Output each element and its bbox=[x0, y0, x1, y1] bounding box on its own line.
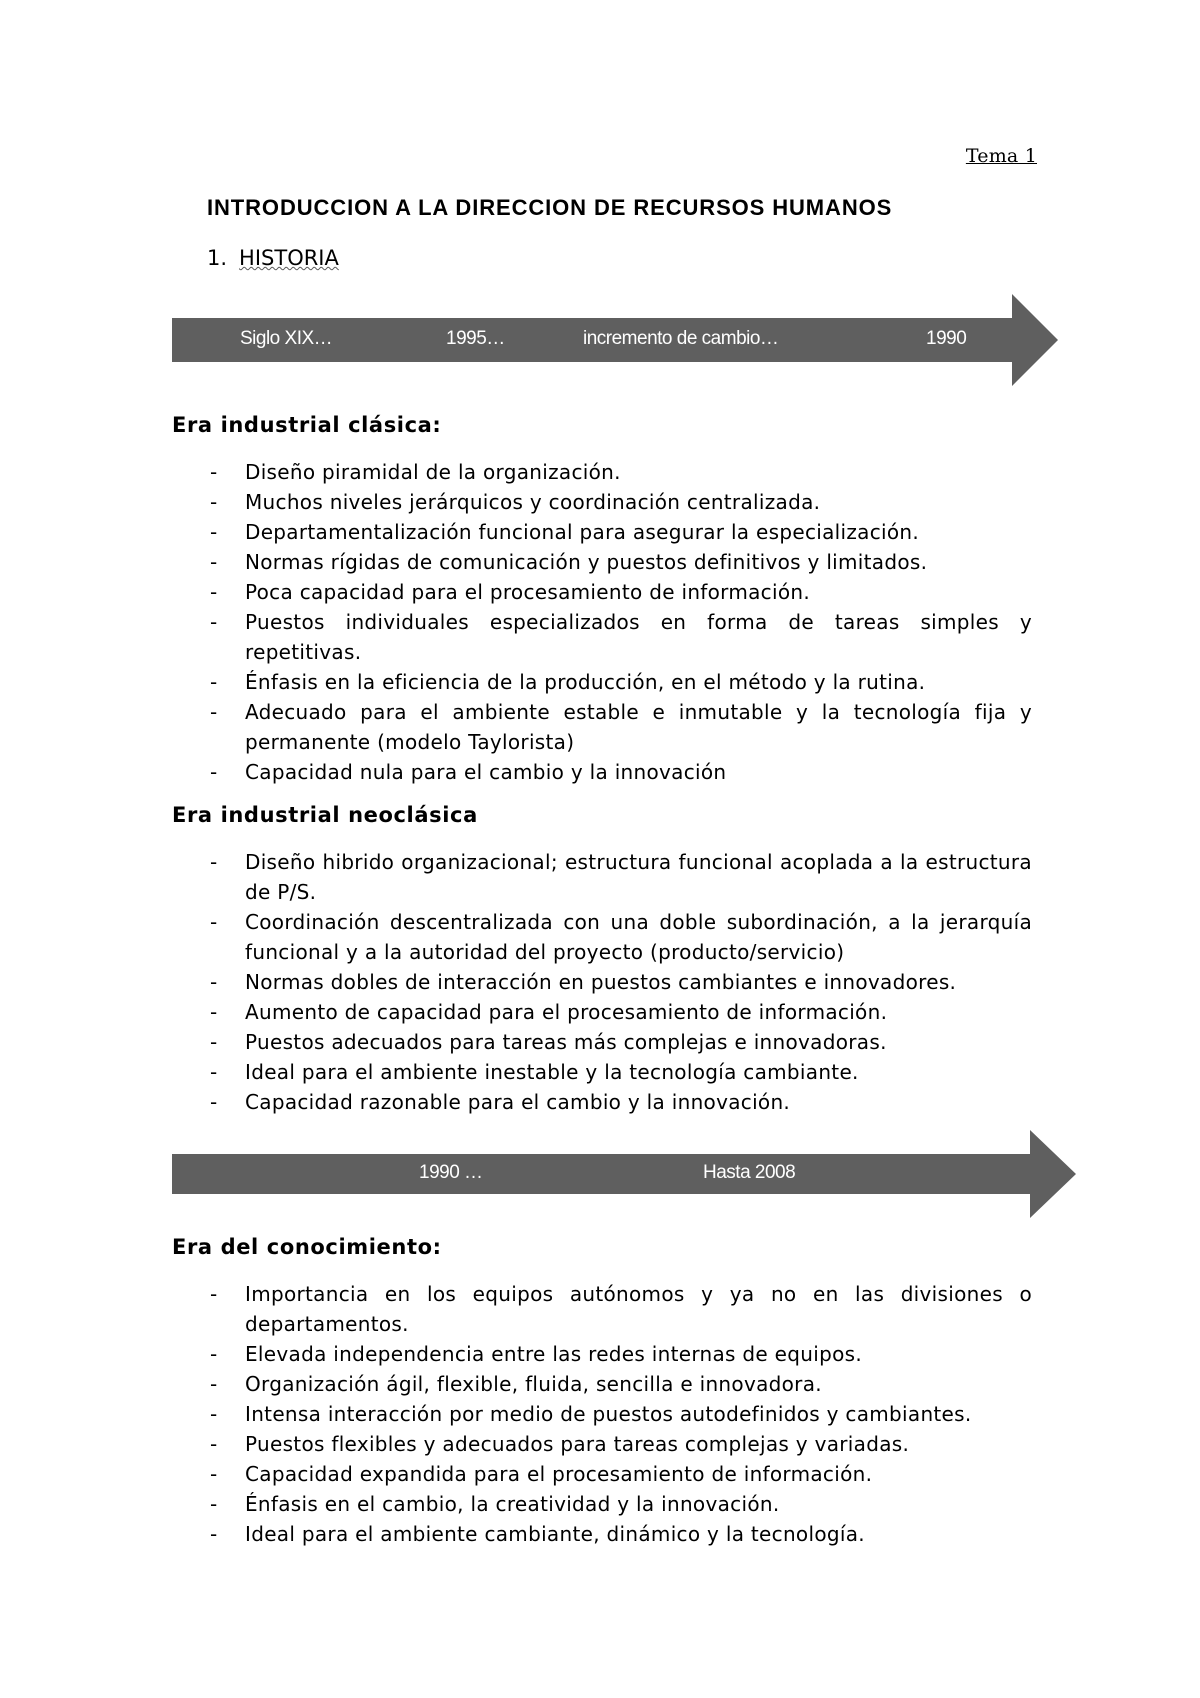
list-item bbox=[172, 1429, 1032, 1459]
list-item bbox=[172, 907, 1032, 967]
section-title: HISTORIA bbox=[239, 246, 339, 270]
era-item-list bbox=[172, 1279, 1032, 1549]
bullet-dash: - bbox=[210, 1060, 218, 1084]
list-item bbox=[172, 1489, 1032, 1519]
bullet-dash: - bbox=[210, 580, 218, 604]
list-item-text: Adecuado para el ambiente estable e inmutable y la tecnología fija y permanente (modelo Taylorista) bbox=[245, 700, 1032, 754]
list-item bbox=[172, 457, 1032, 487]
list-item-text: Diseño piramidal de la organización. bbox=[245, 460, 621, 484]
timeline-1-label-1990: 1990 bbox=[926, 328, 967, 349]
bullet-dash: - bbox=[210, 490, 218, 514]
list-item-text: Énfasis en el cambio, la creatividad y la innovación. bbox=[245, 1492, 780, 1516]
era-industrial-clasica bbox=[172, 410, 1032, 787]
bullet-dash: - bbox=[210, 1492, 218, 1516]
list-item-text: Importancia en los equipos autónomos y ya no en las divisiones o departamentos. bbox=[245, 1282, 1032, 1336]
list-item-text: Normas rígidas de comunicación y puestos definitivos y limitados. bbox=[245, 550, 928, 574]
bullet-dash: - bbox=[210, 970, 218, 994]
list-item bbox=[172, 607, 1032, 667]
list-item bbox=[172, 1339, 1032, 1369]
list-item bbox=[172, 1087, 1032, 1117]
era-del-conocimiento bbox=[172, 1232, 1032, 1549]
era-item-list bbox=[172, 457, 1032, 787]
section-heading-historia bbox=[207, 246, 339, 270]
bullet-dash: - bbox=[210, 520, 218, 544]
era-title: Era industrial neoclásica bbox=[172, 803, 478, 827]
list-item-text: Ideal para el ambiente cambiante, dinámico y la tecnología. bbox=[245, 1522, 865, 1546]
bullet-dash: - bbox=[210, 850, 218, 874]
bullet-dash: - bbox=[210, 550, 218, 574]
bullet-dash: - bbox=[210, 1090, 218, 1114]
list-item bbox=[172, 577, 1032, 607]
list-item-text: Puestos individuales especializados en forma de tareas simples y repetitivas. bbox=[245, 610, 1032, 664]
list-item-text: Elevada independencia entre las redes internas de equipos. bbox=[245, 1342, 863, 1366]
bullet-dash: - bbox=[210, 1282, 218, 1306]
list-item bbox=[172, 1519, 1032, 1549]
list-item-text: Coordinación descentralizada con una doble subordinación, a la jerarquía funcional y a la autoridad del proyecto (producto/servicio) bbox=[245, 910, 1032, 964]
list-item bbox=[172, 1399, 1032, 1429]
list-item-text: Intensa interacción por medio de puestos autodefinidos y cambiantes. bbox=[245, 1402, 972, 1426]
list-item-text: Departamentalización funcional para asegurar la especialización. bbox=[245, 520, 920, 544]
list-item-text: Puestos adecuados para tareas más complejas e innovadoras. bbox=[245, 1030, 887, 1054]
list-item-text: Capacidad razonable para el cambio y la innovación. bbox=[245, 1090, 791, 1114]
list-item-text: Puestos flexibles y adecuados para tareas complejas y variadas. bbox=[245, 1432, 910, 1456]
list-item bbox=[172, 1057, 1032, 1087]
bullet-dash: - bbox=[210, 1372, 218, 1396]
timeline-1-label-siglo-xix: Siglo XIX… bbox=[240, 328, 333, 349]
list-item-text: Ideal para el ambiente inestable y la tecnología cambiante. bbox=[245, 1060, 859, 1084]
list-item bbox=[172, 847, 1032, 907]
list-item bbox=[172, 547, 1032, 577]
list-item bbox=[172, 997, 1032, 1027]
list-item-text: Énfasis en la eficiencia de la producción, en el método y la rutina. bbox=[245, 670, 926, 694]
era-industrial-neoclasica bbox=[172, 800, 1032, 1117]
bullet-dash: - bbox=[210, 910, 218, 934]
bullet-dash: - bbox=[210, 1402, 218, 1426]
list-item bbox=[172, 757, 1032, 787]
section-number: 1. bbox=[207, 246, 228, 270]
bullet-dash: - bbox=[210, 610, 218, 634]
bullet-dash: - bbox=[210, 1000, 218, 1024]
list-item-text: Poca capacidad para el procesamiento de información. bbox=[245, 580, 811, 604]
bullet-dash: - bbox=[210, 670, 218, 694]
timeline-arrow-2 bbox=[172, 1130, 1076, 1218]
timeline-arrow-1 bbox=[172, 294, 1058, 386]
era-item-list bbox=[172, 847, 1032, 1117]
list-item bbox=[172, 487, 1032, 517]
list-item bbox=[172, 1369, 1032, 1399]
bullet-dash: - bbox=[210, 1030, 218, 1054]
list-item bbox=[172, 517, 1032, 547]
list-item bbox=[172, 1027, 1032, 1057]
list-item-text: Muchos niveles jerárquicos y coordinación centralizada. bbox=[245, 490, 821, 514]
bullet-dash: - bbox=[210, 460, 218, 484]
list-item-text: Capacidad nula para el cambio y la innovación bbox=[245, 760, 727, 784]
timeline-arrow-2-shape bbox=[172, 1130, 1076, 1218]
list-item-text: Aumento de capacidad para el procesamiento de información. bbox=[245, 1000, 888, 1024]
timeline-2-label-1990: 1990 … bbox=[419, 1162, 483, 1183]
list-item-text: Organización ágil, flexible, fluida, sencilla e innovadora. bbox=[245, 1372, 822, 1396]
bullet-dash: - bbox=[210, 1432, 218, 1456]
list-item-text: Diseño hibrido organizacional; estructura funcional acoplada a la estructura de P/S. bbox=[245, 850, 1032, 904]
bullet-dash: - bbox=[210, 760, 218, 784]
timeline-1-label-incremento: incremento de cambio… bbox=[583, 328, 779, 349]
timeline-1-label-1995: 1995… bbox=[446, 328, 505, 349]
era-title: Era industrial clásica: bbox=[172, 413, 442, 437]
list-item bbox=[172, 967, 1032, 997]
timeline-2-label-hasta-2008: Hasta 2008 bbox=[703, 1162, 796, 1183]
list-item bbox=[172, 667, 1032, 697]
bullet-dash: - bbox=[210, 700, 218, 724]
bullet-dash: - bbox=[210, 1342, 218, 1366]
page-header-tema: Tema 1 bbox=[965, 145, 1037, 167]
bullet-dash: - bbox=[210, 1462, 218, 1486]
era-title: Era del conocimiento: bbox=[172, 1235, 442, 1259]
document-title: INTRODUCCION A LA DIRECCION DE RECURSOS HUMANOS bbox=[207, 195, 893, 220]
list-item bbox=[172, 1279, 1032, 1339]
list-item bbox=[172, 697, 1032, 757]
list-item-text: Normas dobles de interacción en puestos cambiantes e innovadores. bbox=[245, 970, 957, 994]
list-item-text: Capacidad expandida para el procesamiento de información. bbox=[245, 1462, 873, 1486]
list-item bbox=[172, 1459, 1032, 1489]
bullet-dash: - bbox=[210, 1522, 218, 1546]
